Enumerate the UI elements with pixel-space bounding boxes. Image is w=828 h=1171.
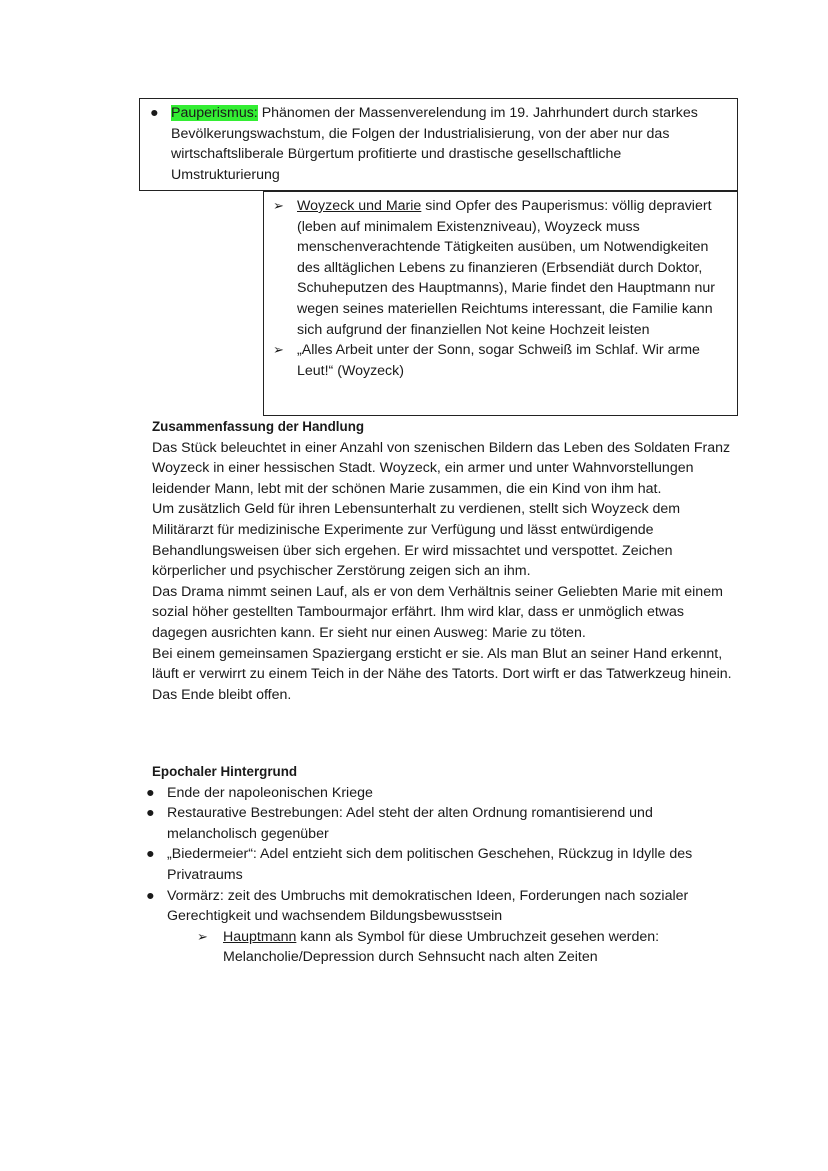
arrow-bullet-icon: ➢ [197,928,208,944]
epoch-list-item: ● Vormärz: zeit des Umbruchs mit demokratischen Ideen, Forderungen nach sozialer Gerechtigkeit und wachsendem Bildungsbewusstsein [146,887,689,925]
hauptmann-underlined: Hauptmann [223,928,297,945]
bullet-icon: ● [146,805,155,822]
summary-paragraph-3: Das Drama nimmt seinen Lauf, als er von dem Verhältnis seiner Geliebten Marie mit einem sozial höher gestellten Tambourmajor erfährt. Ihm wird klar, dass er unmöglich etwas dagegen ausrichten kann. Er sieht nur einen Ausweg: Marie zu töten. [152,583,723,641]
epoch-list [146,783,732,927]
epoch-heading: Epochaler Hintergrund [152,764,298,779]
summary-heading: Zusammenfassung der Handlung [152,419,365,434]
summary-paragraph-2: Um zusätzlich Geld für ihren Lebensunterhalt zu verdienen, stellt sich Woyzeck dem Militärarzt für medizinische Experimente zur Verfügung und lässt entwürdigende Behandlungsweisen über sich ergehen. Er wird missachtet und verspottet. Zeichen körperlicher und psychischer Zerstörung zeigen sich an ihm. [152,501,681,580]
summary-paragraph-4: Bei einem gemeinsamen Spaziergang ersticht er sie. Als man Blut an seiner Hand erkennt, läuft er verwirrt zu einem Teich in der Nähe des Tatorts. Dort wirft er das Tatwerkzeug hinein. Das Ende bleibt offen. [152,645,732,703]
arrow-bullet-icon: ➢ [273,198,284,213]
pauperismus-text-line1: Phänomen der Massenverelendung im 19. Jahrhundert durch [257,105,649,121]
bullet-icon: ● [146,846,155,863]
bullet-icon: ● [146,784,155,801]
epoch-list-item: ● Ende der napoleonischen Kriege [146,783,732,804]
woyzeck-pauperismus-box [263,191,738,416]
epoch-section [146,762,732,968]
woyzeck-item-1 [273,196,731,340]
woyzeck-marie-underlined: Woyzeck und Marie [297,198,422,214]
epoch-list-item: ● Restaurative Bestrebungen: Adel steht der alten Ordnung romantisierend und melancholisch gegenüber [146,805,653,842]
arrow-bullet-icon: ➢ [273,342,284,358]
pauperismus-term-highlight: Pauperismus: [171,105,258,121]
summary-section [152,417,732,705]
pauperismus-box [139,98,738,191]
bullet-icon: ● [150,105,159,121]
hauptmann-text: kann als Symbol für diese Umbruchzeit gesehen werden: Melancholie/Depression durch Sehnsucht nach alten Zeiten [223,928,660,966]
woyzeck-quote: „Alles Arbeit unter der Sonn, sogar Schweiß im Schlaf. Wir arme Leut!“ (Woyzeck) [297,342,700,379]
hauptmann-sub-item [152,927,732,968]
summary-paragraph-1: Das Stück beleuchtet in einer Anzahl von szenischen Bildern das Leben des Soldaten Franz Woyzeck in einer hessischen Stadt. Woyzeck, ein armer und unter Wahnvorstellungen leidender Mann, lebt mit der schönen Marie zusammen, die ein Kind von ihm hat. [152,439,731,497]
pauperismus-definition [171,103,727,185]
bullet-icon: ● [146,887,155,904]
pauperismus-text-rest: starkes Bevölkerungswachstum, die Folgen der Industrialisierung, von der aber nur das wirtschaftsliberale Bürgertum profitierte und drastische gesellschaftliche Umstrukturierung [171,105,698,183]
epoch-list-item: ● „Biedermeier“: Adel entzieht sich dem politischen Geschehen, Rückzug in Idylle des Privatraums [146,846,693,883]
woyzeck-item-2 [273,340,731,381]
woyzeck-item-1-text: sind Opfer des Pauperismus: völlig depraviert (leben auf minimalem Existenzniveau), Woyzeck muss menschenverachtende Tätigkeiten ausüben, um Notwendigkeiten des alltäglichen Lebens zu finanzieren (Erbsendiät durch Doktor, Schuheputzen des Hauptmanns), Marie findet den Hauptmann nur wegen seines materiellen Reichtums interessant, die Familie kann sich aufgrund der finanziellen Not keine Hochzeit leisten [297,198,715,338]
